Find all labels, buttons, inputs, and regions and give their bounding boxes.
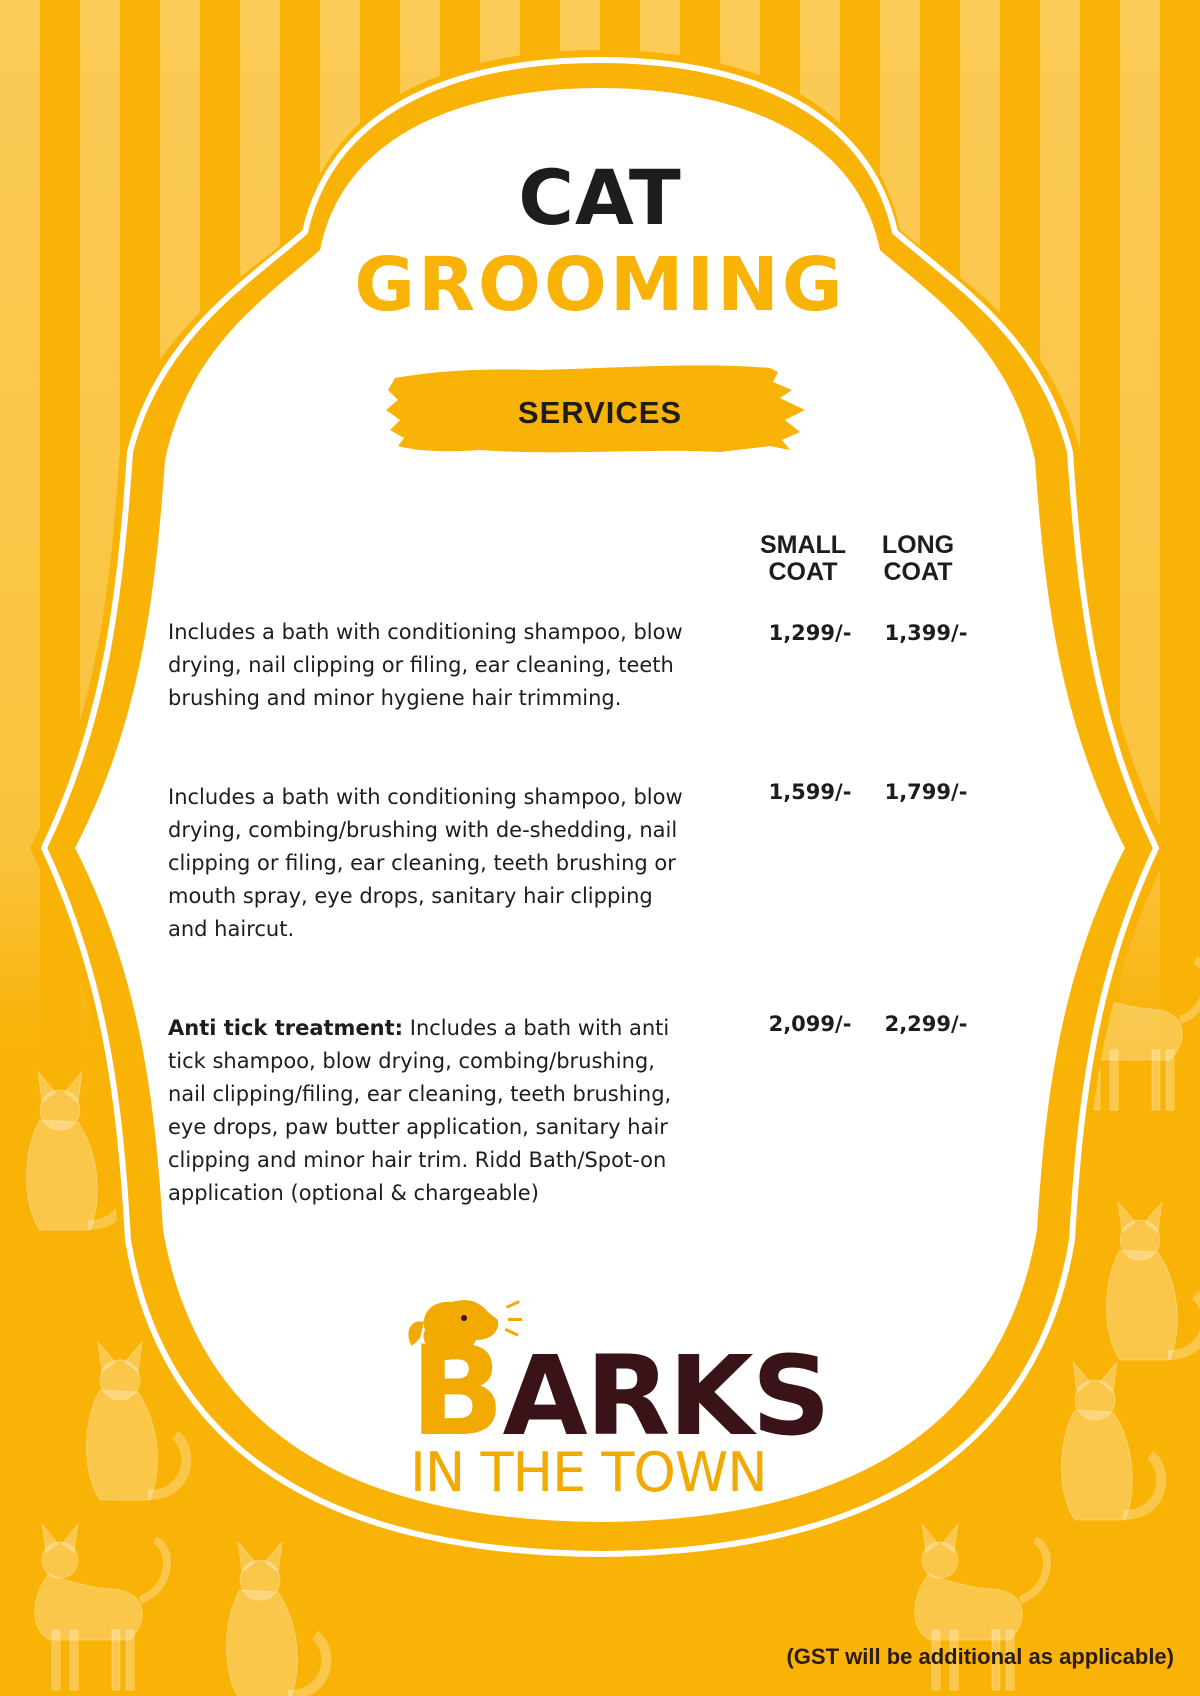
gst-footnote: (GST will be additional as applicable): [786, 1644, 1174, 1669]
price-small-coat: 1,299/-: [768, 621, 852, 645]
column-header-small-coat: SMALL COAT: [759, 531, 847, 586]
price-small-coat: 2,099/-: [768, 1012, 852, 1036]
logo-tagline: IN THE TOWN: [410, 1441, 767, 1504]
page-title-cat: CAT: [518, 153, 682, 242]
service-description: Includes a bath with conditioning shampoo, blow drying, nail clipping or filing, ear cleaning, teeth brushing and minor hygiene hair trimming.: [168, 620, 683, 710]
price-long-coat: 1,799/-: [884, 780, 968, 804]
service-description: Includes a bath with conditioning shampoo, blow drying, combing/brushing with de-shedding, nail clipping or filing, ear cleaning, teeth brushing or mouth spray, eye drops, sanitary hair clipping and haircut.: [168, 785, 683, 941]
page-title-grooming: GROOMING: [354, 242, 846, 328]
price-small-coat: 1,599/-: [768, 780, 852, 804]
price-long-coat: 2,299/-: [884, 1012, 968, 1036]
logo-rest: ARKS: [502, 1332, 829, 1460]
logo-wordmark: [410, 1320, 829, 1464]
service-description: Anti tick treatment: Includes a bath with anti tick shampoo, blow drying, combing/brushing, nail clipping/filing, ear cleaning, teeth brushing, eye drops, paw butter application, sanitary hair clipping and minor hair trim. Ridd Bath/Spot-on application (optional & chargeable): [168, 1016, 672, 1205]
services-heading: SERVICES: [517, 395, 683, 430]
service-name: Anti tick treatment:: [168, 1016, 404, 1040]
column-header-long-coat: LONG COAT: [881, 531, 955, 586]
logo-letter-b: B: [410, 1320, 503, 1464]
price-long-coat: 1,399/-: [884, 621, 968, 645]
